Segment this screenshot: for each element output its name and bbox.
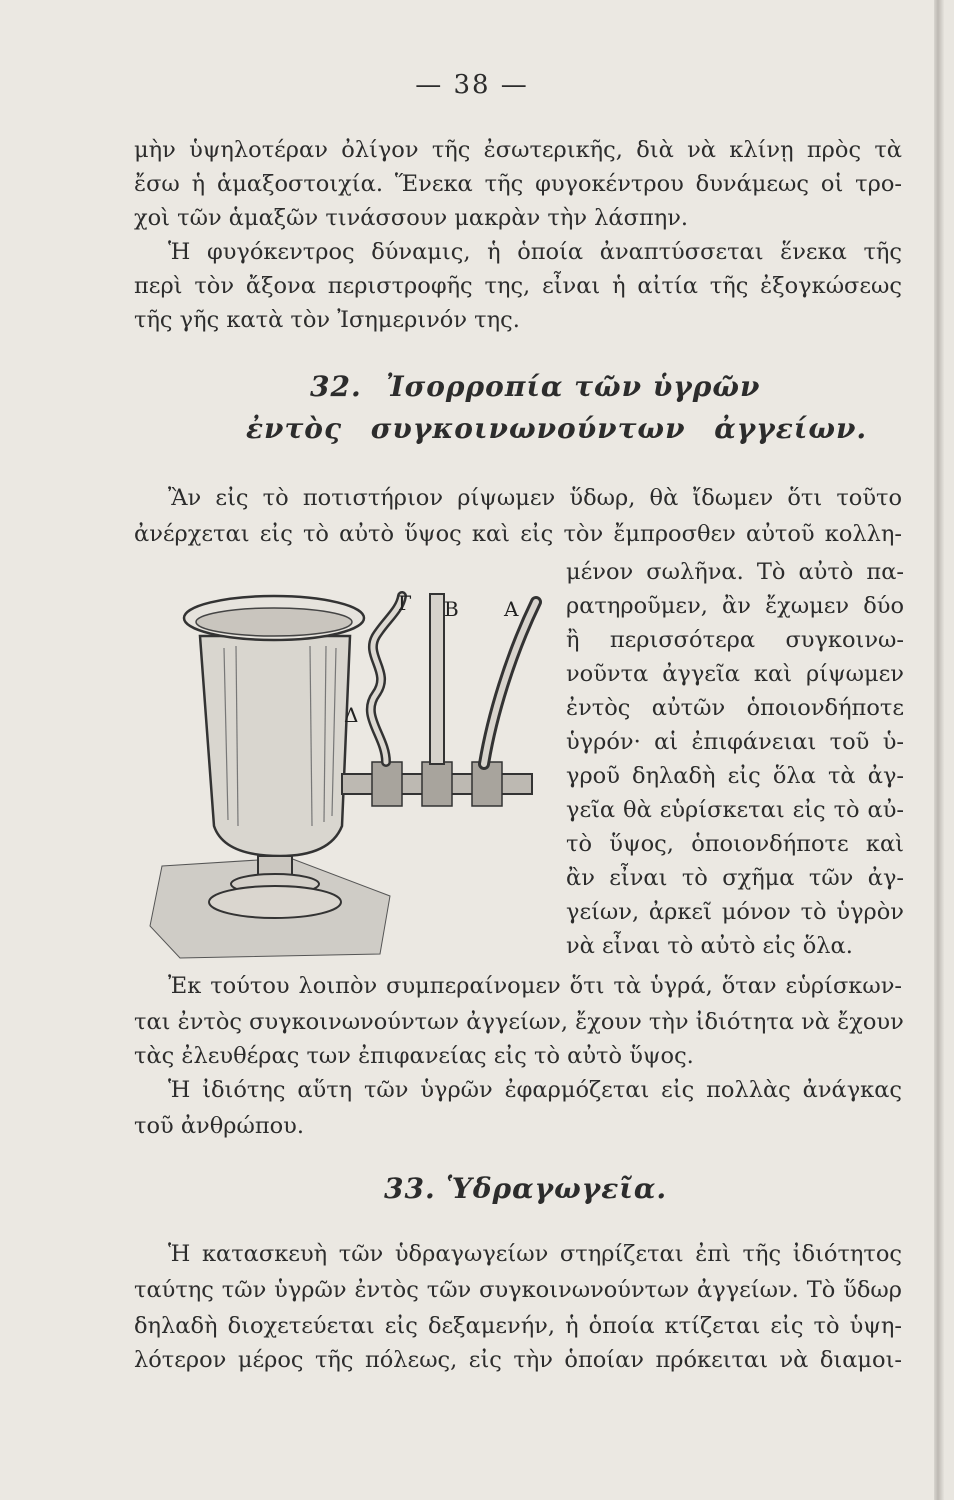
text-line: ρατηροῦμεν, ἂν ἔχωμεν δύο <box>566 593 904 619</box>
text-line: μένον σωλῆνα. Τὸ αὐτὸ πα- <box>566 559 904 585</box>
figure-label-b: Β <box>444 597 459 621</box>
communicating-vessels-figure <box>140 566 558 962</box>
text-line: περὶ τὸν ἄξονα περιστροφῆς της, εἶναι ἡ αἰτία τῆς ἐξογκώσεως <box>134 273 902 299</box>
text-line: μὴν ὑψηλοτέραν ὀλίγον τῆς ἐσωτερικῆς, διὰ νὰ κλίνῃ πρὸς τὰ <box>134 137 902 163</box>
section-title-continued: ἐντὸς συγκοινωνούντων ἀγγείων. <box>246 412 868 445</box>
text-line: ὑγρόν· αἱ ἐπιφάνειαι τοῦ ὑ- <box>566 729 904 755</box>
text-line: ἔσω ἡ ἁμαξοστοιχία. Ἕνεκα τῆς φυγοκέντρου δυνάμεως οἱ τρο- <box>134 171 902 197</box>
text-line: γροῦ δηλαδὴ εἰς ὅλα τὰ ἀγ- <box>566 763 904 789</box>
text-line: λότερον μέρος τῆς πόλεως, εἰς τὴν ὁποίαν πρόκειται νὰ διαμοι- <box>134 1347 902 1373</box>
section-title: Ἰσορροπία τῶν ὑγρῶν <box>386 370 761 403</box>
text-line: ται ἐντὸς συγκοινωνούντων ἀγγείων, ἔχουν τὴν ἰδιότητα νὰ ἔχουν <box>134 1009 904 1035</box>
vessels-illustration <box>140 566 558 962</box>
text-line: ἢ περισσότερα συγκοινω- <box>566 627 904 653</box>
text-line: Ἡ κατασκευὴ τῶν ὑδραγωγείων στηρίζεται ἐπὶ τῆς ἰδιότητος <box>168 1241 902 1267</box>
text-line: ἐντὸς αὐτῶν ὁποιονδήποτε <box>566 695 904 721</box>
text-line: Ἂν εἰς τὸ ποτιστήριον ρίψωμεν ὕδωρ, θὰ ἴδωμεν ὅτι τοῦτο <box>168 485 902 511</box>
section-title: Ὑδραγωγεῖα. <box>446 1172 668 1205</box>
text-line: ἂν εἶναι τὸ σχῆμα τῶν ἀγ- <box>566 865 904 891</box>
text-line: νὰ εἶναι τὸ αὐτὸ εἰς ὅλα. <box>566 933 853 959</box>
text-line: γεῖα θὰ εὑρίσκεται εἰς τὸ αὐ- <box>566 797 904 823</box>
text-line: τῆς γῆς κατὰ τὸν Ἰσημερινόν της. <box>134 307 520 333</box>
section-number: 32. <box>310 370 362 403</box>
text-line: γείων, ἀρκεῖ μόνον τὸ ὑγρὸν <box>566 899 904 925</box>
tube-beta <box>430 594 444 764</box>
text-line: δηλαδὴ διοχετεύεται εἰς δεξαμενήν, ἡ ὁποία κτίζεται εἰς τὸ ὑψη- <box>134 1313 902 1339</box>
text-line: Ἐκ τούτου λοιπὸν συμπεραίνομεν ὅτι τὰ ὑγρά, ὅταν εὑρίσκων- <box>168 973 902 999</box>
vessel-base <box>209 886 341 918</box>
page-number: — 38 — <box>415 70 529 100</box>
text-line: ταύτης τῶν ὑγρῶν ἐντὸς τῶν συγκοινωνούντων ἀγγείων. Τὸ ὕδωρ <box>134 1277 902 1303</box>
glass-vessel <box>200 636 350 856</box>
section-number: 33. <box>384 1172 436 1205</box>
text-line: ἀνέρχεται εἰς τὸ αὐτὸ ὕψος καὶ εἰς τὸν ἔμπροσθεν αὐτοῦ κολλη- <box>134 521 902 547</box>
figure-label-a: Α <box>504 597 519 621</box>
page-edge <box>934 0 944 1500</box>
text-line: νοῦντα ἀγγεῖα καὶ ρίψωμεν <box>566 661 904 687</box>
figure-label-d: Δ <box>344 703 359 727</box>
text-line: Ἡ φυγόκεντρος δύναμις, ἡ ὁποία ἀναπτύσσεται ἕνεκα τῆς <box>168 239 902 265</box>
text-line: τὸ ὕψος, ὁποιονδήποτε καὶ <box>566 831 904 857</box>
text-line: Ἡ ἰδιότης αὕτη τῶν ὑγρῶν ἐφαρμόζεται εἰς πολλὰς ἀνάγκας <box>168 1077 902 1103</box>
text-line: χοὶ τῶν ἁμαξῶν τινάσσουν μακρὰν τὴν λάσπην. <box>134 205 689 231</box>
water-surface <box>196 608 352 636</box>
figure-label-g: Γ <box>398 591 412 615</box>
text-line: τοῦ ἀνθρώπου. <box>134 1113 304 1139</box>
text-line: τὰς ἐλευθέρας των ἐπιφανείας εἰς τὸ αὐτὸ ὕψος. <box>134 1043 694 1069</box>
